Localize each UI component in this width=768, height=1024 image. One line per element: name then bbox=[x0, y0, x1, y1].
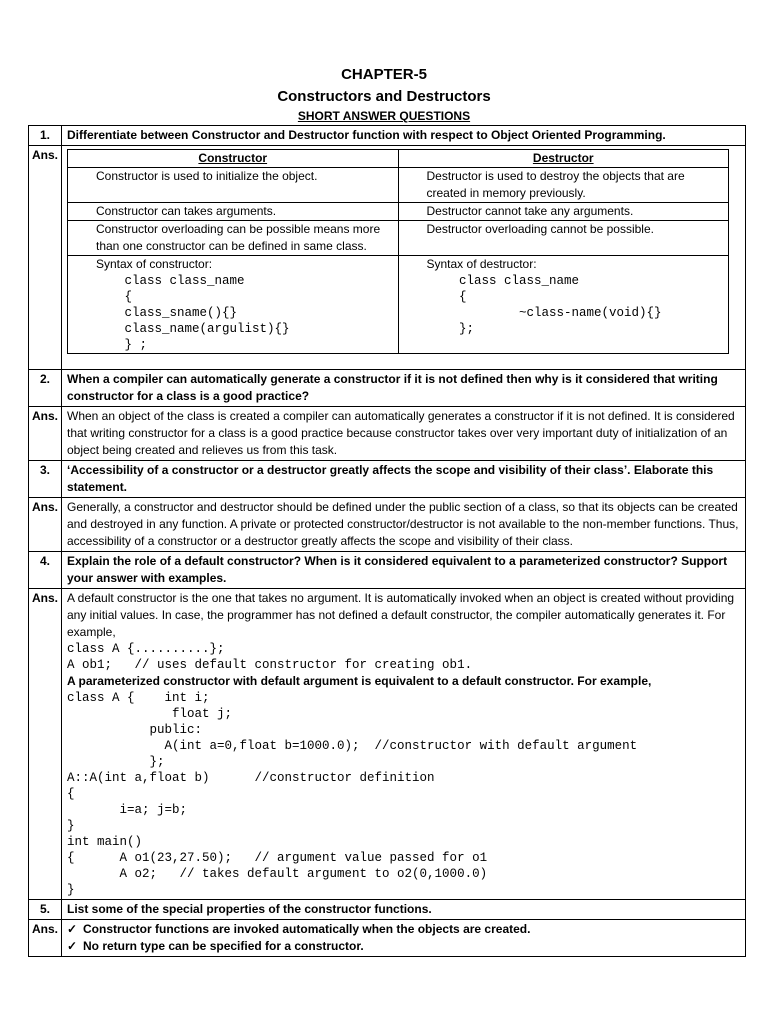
syntax-row bbox=[68, 256, 729, 354]
answer-label: Ans. bbox=[29, 920, 62, 957]
question-number: 3. bbox=[29, 461, 62, 498]
destructor-cell: Destructor is used to destroy the objects that are created in memory previously. bbox=[398, 168, 729, 203]
question-row-5 bbox=[29, 900, 746, 920]
properties-list bbox=[62, 920, 746, 957]
question-number: 2. bbox=[29, 370, 62, 407]
questions-table bbox=[28, 125, 746, 957]
question-text: When a compiler can automatically generate a constructor if it is not defined then why is it considered that writing constructor for a class is a good practice? bbox=[62, 370, 746, 407]
list-item bbox=[67, 938, 740, 955]
constructor-cell: Constructor can takes arguments. bbox=[68, 203, 399, 221]
question-text: List some of the special properties of the constructor functions. bbox=[62, 900, 746, 920]
chapter-heading: CHAPTER-5 bbox=[341, 66, 427, 83]
constructor-syntax-cell bbox=[68, 256, 399, 354]
property-text: No return type can be specified for a constructor. bbox=[83, 939, 364, 953]
question-row-1 bbox=[29, 126, 746, 146]
section-heading: SHORT ANSWER QUESTIONS bbox=[297, 109, 471, 123]
question-number: 5. bbox=[29, 900, 62, 920]
question-row-2 bbox=[29, 370, 746, 407]
constructor-syntax-code: class class_name { class_sname(){} class_name(argulist){} } ; bbox=[124, 274, 290, 352]
answer-row-1 bbox=[29, 146, 746, 370]
question-text: Explain the role of a default constructor? When is it considered equivalent to a parameterized constructor? Support your answer with examples. bbox=[62, 552, 746, 589]
chapter-title: Constructors and Destructors bbox=[277, 88, 491, 105]
answer-text: When an object of the class is created a compiler can automatically generates a constructor if it is not defined. It is considered that writing constructor for a class is a good practice because constructor takes over very important duty of initialization of an object being created and relieves us from this task. bbox=[62, 407, 746, 461]
answer-label: Ans. bbox=[29, 407, 62, 461]
checkmark-icon: ✓ bbox=[67, 939, 78, 953]
destructor-syntax-label: Syntax of destructor: bbox=[426, 257, 537, 271]
answer-cell bbox=[62, 146, 746, 370]
answer-row-2 bbox=[29, 407, 746, 461]
destructor-cell: Destructor cannot take any arguments. bbox=[398, 203, 729, 221]
comparison-row bbox=[68, 168, 729, 203]
constructor-cell: Constructor overloading can be possible means more than one constructor can be defined in same class. bbox=[68, 221, 399, 256]
answer-label: Ans. bbox=[29, 589, 62, 900]
answer-label: Ans. bbox=[29, 498, 62, 552]
constructor-cell: Constructor is used to initialize the object. bbox=[68, 168, 399, 203]
answer-cell bbox=[62, 589, 746, 900]
question-number: 4. bbox=[29, 552, 62, 589]
comparison-row bbox=[68, 221, 729, 256]
answer-row-4 bbox=[29, 589, 746, 900]
answer-intro: A default constructor is the one that takes no argument. It is automatically invoked when an object is created without providing any initial values. In case, the programmer has not defined a default constructor, the compiler automatically generates it. For example, bbox=[67, 591, 735, 639]
comparison-table bbox=[67, 149, 729, 354]
list-item bbox=[67, 921, 740, 938]
property-text: Constructor functions are invoked automatically when the objects are created. bbox=[83, 922, 531, 936]
code-example-2: class A { int i; float j; public: A(int a=0,float b=1000.0); //constructor with default argument }; A::A(int a,float b) //constructor definition { i=a; j=b; } int main() { A o1(23,27.50); // argument value passed for o1 A o2; // takes default argument to o2(0,1000.0) } bbox=[67, 691, 638, 897]
checkmark-icon: ✓ bbox=[67, 922, 78, 936]
answer-row-5 bbox=[29, 920, 746, 957]
constructor-header: Constructor bbox=[68, 150, 399, 168]
question-row-4 bbox=[29, 552, 746, 589]
constructor-syntax-label: Syntax of constructor: bbox=[96, 257, 213, 271]
question-text: ‘Accessibility of a constructor or a destructor greatly affects the scope and visibility of their class’. Elaborate this statement. bbox=[62, 461, 746, 498]
answer-row-3 bbox=[29, 498, 746, 552]
question-text: Differentiate between Constructor and Destructor function with respect to Object Oriented Programming. bbox=[62, 126, 746, 146]
comparison-row bbox=[68, 203, 729, 221]
answer-text: Generally, a constructor and destructor should be defined under the public section of a class, so that its objects can be created and destroyed in any function. A private or protected constructor/destructor is not available to the non-member functions. Thus, accessibility of a constructor or a destructor greatly affects the scope and visibility of their class. bbox=[62, 498, 746, 552]
question-number: 1. bbox=[29, 126, 62, 146]
answer-label: Ans. bbox=[29, 146, 62, 370]
comparison-header-row bbox=[68, 150, 729, 168]
code-example-1: class A {..........}; A ob1; // uses default constructor for creating ob1. bbox=[67, 642, 473, 672]
destructor-header: Destructor bbox=[398, 150, 729, 168]
destructor-syntax-code: class class_name { ~class-name(void){} }; bbox=[459, 274, 662, 336]
answer-mid-text: A parameterized constructor with default argument is equivalent to a default constructor. For example, bbox=[67, 674, 652, 688]
destructor-cell: Destructor overloading cannot be possible. bbox=[398, 221, 729, 256]
question-row-3 bbox=[29, 461, 746, 498]
destructor-syntax-cell bbox=[398, 256, 729, 354]
